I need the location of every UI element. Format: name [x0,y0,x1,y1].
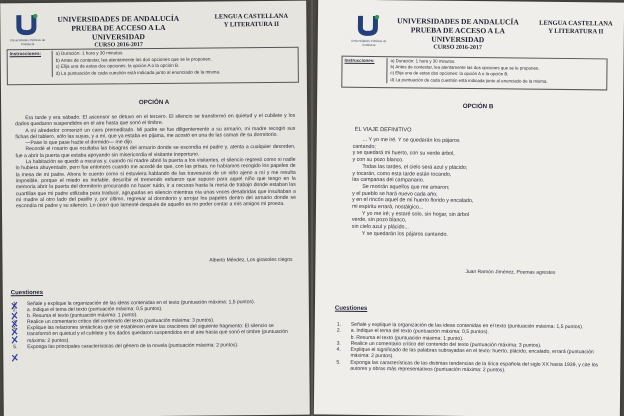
question-number: 4. [13,325,18,332]
question-text: b. Resuma el texto (puntuación máxima: 1 punto). [350,334,464,342]
reading-passage [15,113,296,210]
exam-title [48,14,188,51]
passage-paragraph: —Pase lo que pase hazte el dormido— me dijo. [25,139,134,147]
question-text: a. Indique el tema del texto (puntuación máxima: 0,5 puntos). [26,306,163,314]
course-year: CURSO 2016-2017 [94,42,143,49]
subject-line-2: Y LITERATURA II [223,20,280,29]
poem-line: las campanas del campanario. [352,176,425,184]
instruction-item: d) La puntuación de cada cuestión está indicada junto al enunciado de la misma. [55,69,221,76]
poem-line: y tocarán, como esta tarde están tocando, [352,170,452,178]
question-text: Exponga las características de las distintas tendencias de la lírica española del siglo XX hasta 1939, y cite los autores y obras más representativos (puntuación máxima: 2 puntos). [350,359,599,374]
poem-line: cantando; [352,143,376,150]
university-logo [6,13,48,53]
poem-line: Y se quedarán los pájaros cantando. [361,230,448,238]
pen-check-marks [9,299,30,369]
subject-name [534,20,618,37]
instruction-item: b) Antes de contestar, lea atentamente las dos opciones que se le proponen. [390,64,540,71]
exam-sheet-option-a [0,1,310,416]
poem-line: y en el rincón aquel de mi huerto florido y encalado, [352,197,474,205]
passage-paragraph: A mi alrededor comenzó un caos premeditado. Mi padre se fue diligentemente a su armario, mi madre recogió sus fichas del tablero, sólo las suyas, y a mí, que ya estaba en pijama, me acostó en una de las camas de su dormitorio. [15,125,296,141]
question-item [336,359,608,374]
instructions-box [7,47,299,86]
instruction-item: b) Antes de contestar, lea atentamente las dos opciones que se le proponen. [55,56,212,63]
poem-line: y el pueblo se hará nuevo cada año; [352,190,438,198]
question-number: 3. [12,319,18,326]
questions-heading: Cuestiones [334,305,368,312]
title-line-2: PRUEBA DE ACCESO A LA UNIVERSIDAD [410,25,506,45]
university-logo [348,14,390,54]
title-line-2: PRUEBA DE ACCESO A LA UNIVERSIDAD [71,22,166,42]
question-text: Explique las relaciones sintácticas que se establecen entre las oraciones del siguiente fragmento: El silencio se transformó en quietud y el cubilete y los dados quedaron suspendidos en el aire hasta que sonó el timbre (puntuación máxima: 2 puntos). [27,323,288,344]
poem-line: y se quedará mi huerto, con su verde árbol, [352,150,455,158]
exam-title [388,16,528,53]
instructions-label: Instrucciones: [9,50,42,57]
option-title: OPCIÓN A [138,98,170,107]
poem [352,137,603,240]
title-line-1: UNIVERSIDADES DE ANDALUCÍA [57,13,180,24]
title-line-1: UNIVERSIDADES DE ANDALUCÍA [397,16,519,27]
logo-text: Universidades Públicas de Andalucía [351,38,387,47]
instruction-item: a) Duración: 1 hora y 30 minutos. [55,50,124,56]
question-number: 1. [336,321,342,328]
poem-attribution: Juan Ramón Jiménez, Poemas agrestes [465,268,556,276]
course-year: CURSO 2016-2017 [433,44,482,52]
instructions-label: Instrucciones: [344,57,375,64]
poem-line: verde, sin pozo blanco, [351,217,407,224]
poem-line: Todas las tardes, el cielo será azul y plácido; [362,163,468,171]
instruction-item: c) Elija una de estas dos opciones: la opción A o la opción B. [55,62,180,70]
question-text: Señale y explique la organización de las ideas contenidas en el texto (puntuación máxima: 1,5 puntos). [26,299,256,308]
question-number: 2. [12,307,18,314]
poem-line: ... Y yo me iré. Y se quedarán los pájaros [362,136,460,144]
question-number: 3. [336,340,341,347]
instruction-item: d) La puntuación de cada cuestión está indicada junto al enunciado de la misma. [390,76,548,84]
photo-right [313,0,624,416]
instruction-item: a) Duración: 1 hora y 30 minutos. [390,58,456,64]
question-text: a. Indique el tema del texto (puntuación máxima: 0,5 puntos). [350,328,489,336]
question-item [13,341,299,350]
instructions-box [341,56,607,91]
question-number: 2. [336,327,341,334]
question-number: 5. [336,359,341,366]
poem-line: sin cielo azul y plácido... [351,223,409,231]
poem-line: Y yo me iré; y estaré solo, sin hogar, sin árbol [361,210,470,218]
question-text: Realice un comentario crítico del contenido del texto (puntuación máxima: 3 puntos). [26,317,215,326]
instructions-list [52,49,296,78]
passage-paragraph: Recordé el rosario que ocultaba las bisagras del armario donde se escondía mi padre y, atenta a cualquier desorden, fue a abrir la puerta que estaba apoyando sin misericordia el visitante inoportuno. [15,144,296,159]
poem-line: mi espíritu errará, nostálgico... [351,203,424,211]
question-text: b. Resuma el texto (puntuación máxima: 1 punto). [26,312,138,320]
logo-text: Universidades Públicas de Andalucía [9,37,46,46]
subject-line-2: Y LITERATURA II [548,27,604,36]
instructions-list [386,58,604,85]
passage-paragraph: Era tarde y era sábado. El ascensor se detuvo en el tercero. El silencio se transformó en quietud y el cubilete y los dados quedaron suspendidos en el aire hasta que sonó el timbre. [15,112,296,128]
question-text: Señale y explique la organización de las ideas contenidas en el texto (puntuación máxima: 1,5 puntos). [350,321,584,331]
questions-list [13,299,299,350]
passage-attribution: Alberto Méndez, Los girasoles ciegos [209,256,293,264]
instruction-item: c) Elija una de estas dos opciones: la opción A o la opción B. [390,70,509,77]
poem-title: EL VIAJE DEFINITIVO [354,126,412,134]
photo-left [0,0,311,416]
subject-line-1: LENGUA CASTELLANA [214,12,289,21]
question-text: Exponga las principales características del género de la novela (puntuación máxima: 2 puntos). [27,341,239,350]
questions-heading: Cuestiones [10,289,44,297]
poem-line: Se morirán aquellos que me amaron; [362,183,450,191]
subject-name [206,13,296,30]
question-number: 1. [12,301,18,308]
u-logo-icon [12,13,40,37]
questions-list [336,322,609,375]
question-text: Explique el significado de las palabras subrayadas en el texto: huerto, plácido, encalado, errará (puntuación máxima: 2 puntos). [350,346,594,360]
u-logo-icon [354,14,382,38]
option-title: OPCIÓN B [462,102,494,111]
exam-sheet-option-b [314,0,624,416]
subject-line-1: LENGUA CASTELLANA [539,19,613,28]
passage-paragraph: La habitación se quedó a oscuras y, cuando mi madre abrió la puerta a los visitantes, el silencio regresó como si nadie lo hubiera ahuyentado, pero fue entonces cuando me acordé de que, con las prisas, no habíamos recogido los papeles de la mesa de mi padre. Ahora lo cuento como si estuviera hablando de las travesuras de un niño ajeno a mí y me resulta imposible, porque el miedo es inefable, describir el tremendo esfuerzo que supuso para aquel niño que tengo en la memoria abrir la puerta del dormitorio procurando no hacer ruido, ir a oscuras hasta la mesa de trabajo donde estaban las cuartillas que mi padre utilizaba para traducir, agruparlas en silencio mientras oía unas voces desabridas que insultaban a mi madre al otro lado del pasillo y, por último, regresar al dormitorio y arrojar los papeles dentro del armario donde se escondía mi padre y su silencio. Lo único que lamenté después de aquello es no poder contar a mis amigos mi proeza. [15,156,296,210]
question-text: Realice un comentario crítico del contenido del texto (puntuación máxima: 3 puntos). [350,340,542,349]
poem-line: y con su pozo blanco. [352,156,404,164]
question-number: 5. [13,343,18,350]
question-number: 4. [336,346,341,353]
